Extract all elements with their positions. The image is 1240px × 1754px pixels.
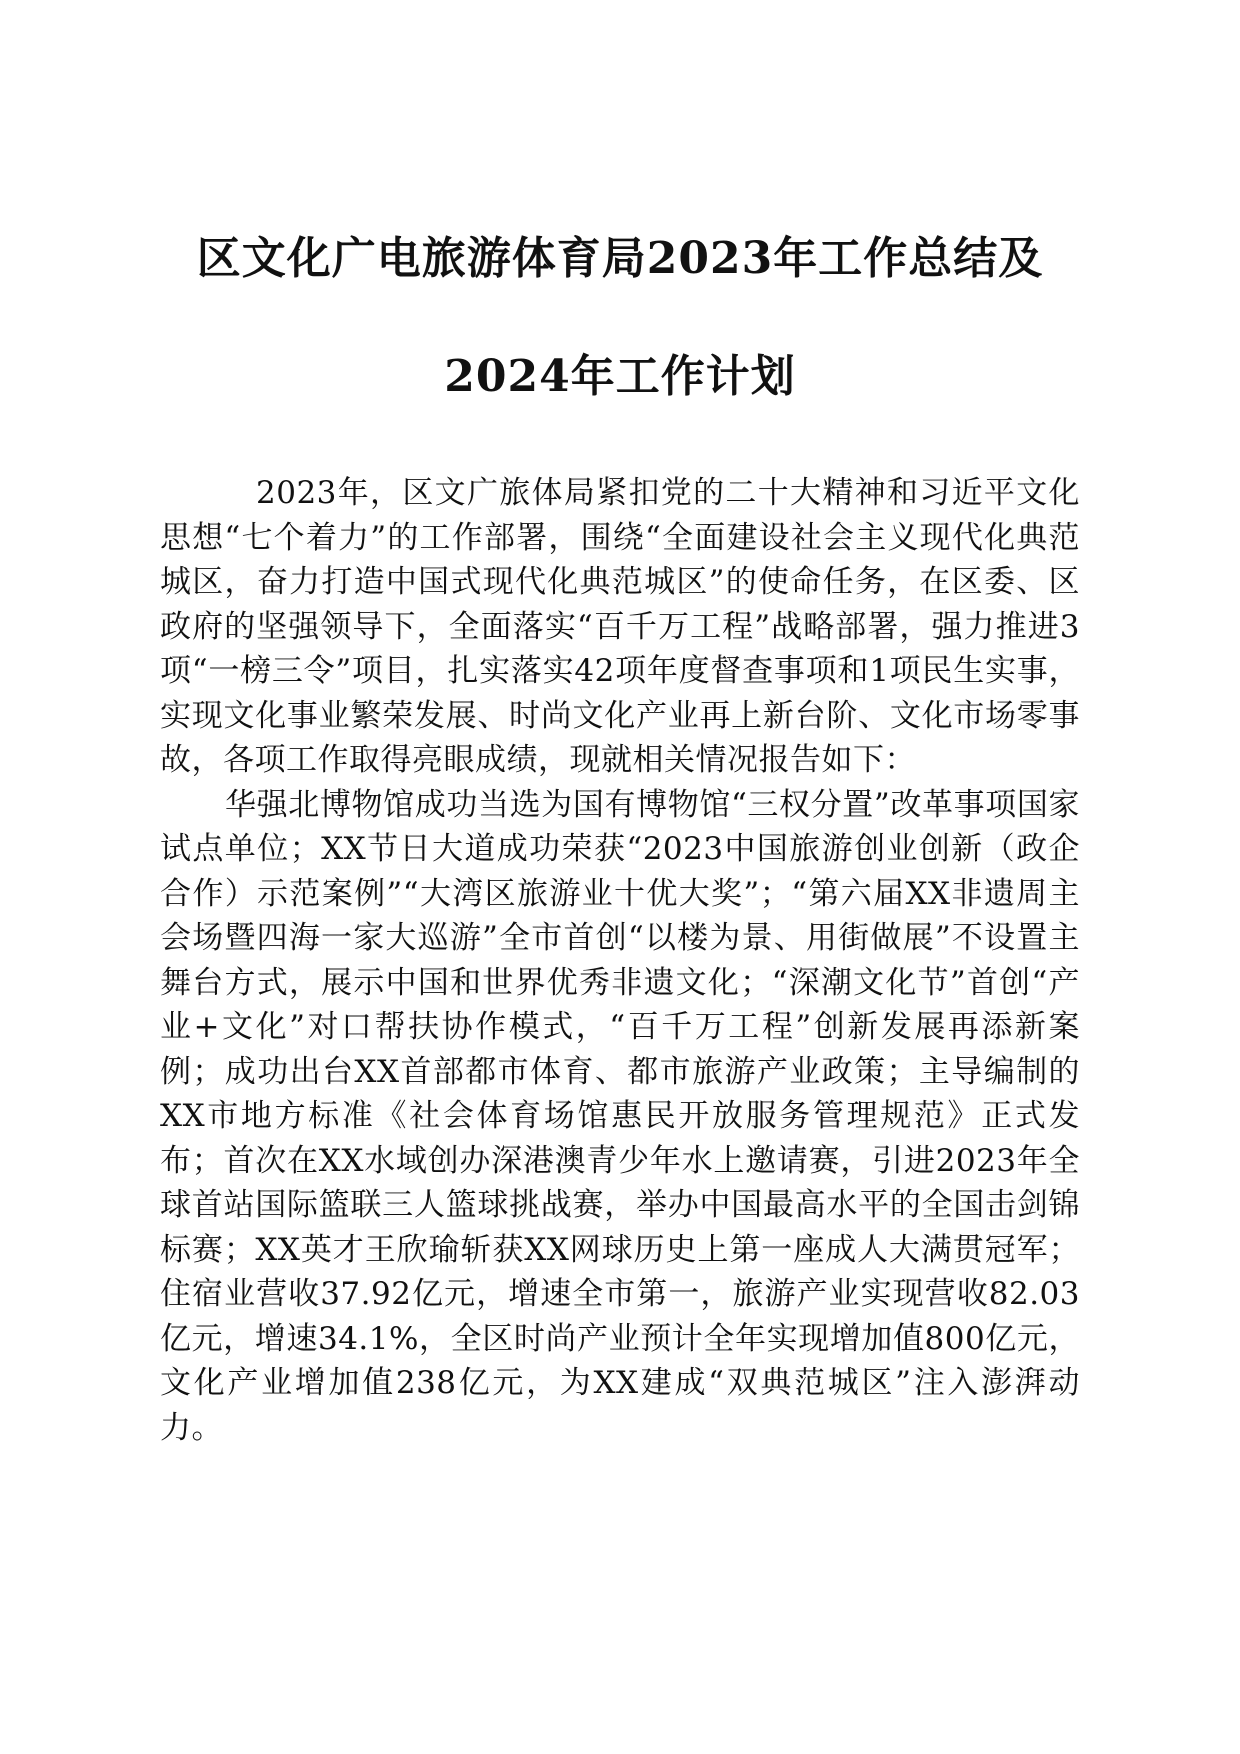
- document-title-line-2: 2024年工作计划: [444, 351, 796, 402]
- document-body: [160, 471, 1080, 1450]
- body-paragraph-achievements: 华强北博物馆成功当选为国有博物馆“三权分置”改革事项国家试点单位；XX节日大道成功荣获“2023中国旅游创业创新（政企合作）示范案例”“大湾区旅游业十优大奖”；“第六届XX非遗周主会场暨四海一家大巡游”全市首创“以楼为景、用街做展”不设置主舞台方式，展示中国和世界优秀非遗文化；“深潮文化节”首创“产业+文化”对口帮扶协作模式，“百千万工程”创新发展再添新案例；成功出台XX首部都市体育、都市旅游产业政策；主导编制的XX市地方标准《社会体育场馆惠民开放服务管理规范》正式发布；首次在XX水域创办深港澳青少年水上邀请赛，引进2023年全球首站国际篮联三人篮球挑战赛，举办中国最高水平的全国击剑锦标赛；XX英才王欣瑜斩获XX网球历史上第一座成人大满贯冠军；住宿业营收37.92亿元，增速全市第一，旅游产业实现营收82.03亿元，增速34.1%，全区时尚产业预计全年实现增加值800亿元，文化产业增加值238亿元，为XX建成“双典范城区”注入澎湃动力。: [160, 786, 1080, 1446]
- document-title-line-1: 区文化广电旅游体育局2023年工作总结及: [196, 233, 1044, 284]
- body-paragraph-intro: 2023年，区文广旅体局紧扣党的二十大精神和习近平文化思想“七个着力”的工作部署，围绕“全面建设社会主义现代化典范城区，奋力打造中国式现代化典范城区”的使命任务，在区委、区政府的坚强领导下，全面落实“百千万工程”战略部署，强力推进3项“一榜三令”项目，扎实落实42项年度督查事项和1项民生实事，实现文化事业繁荣发展、时尚文化产业再上新台阶、文化市场零事故，各项工作取得亮眼成绩，现就相关情况报告如下：: [160, 475, 1080, 778]
